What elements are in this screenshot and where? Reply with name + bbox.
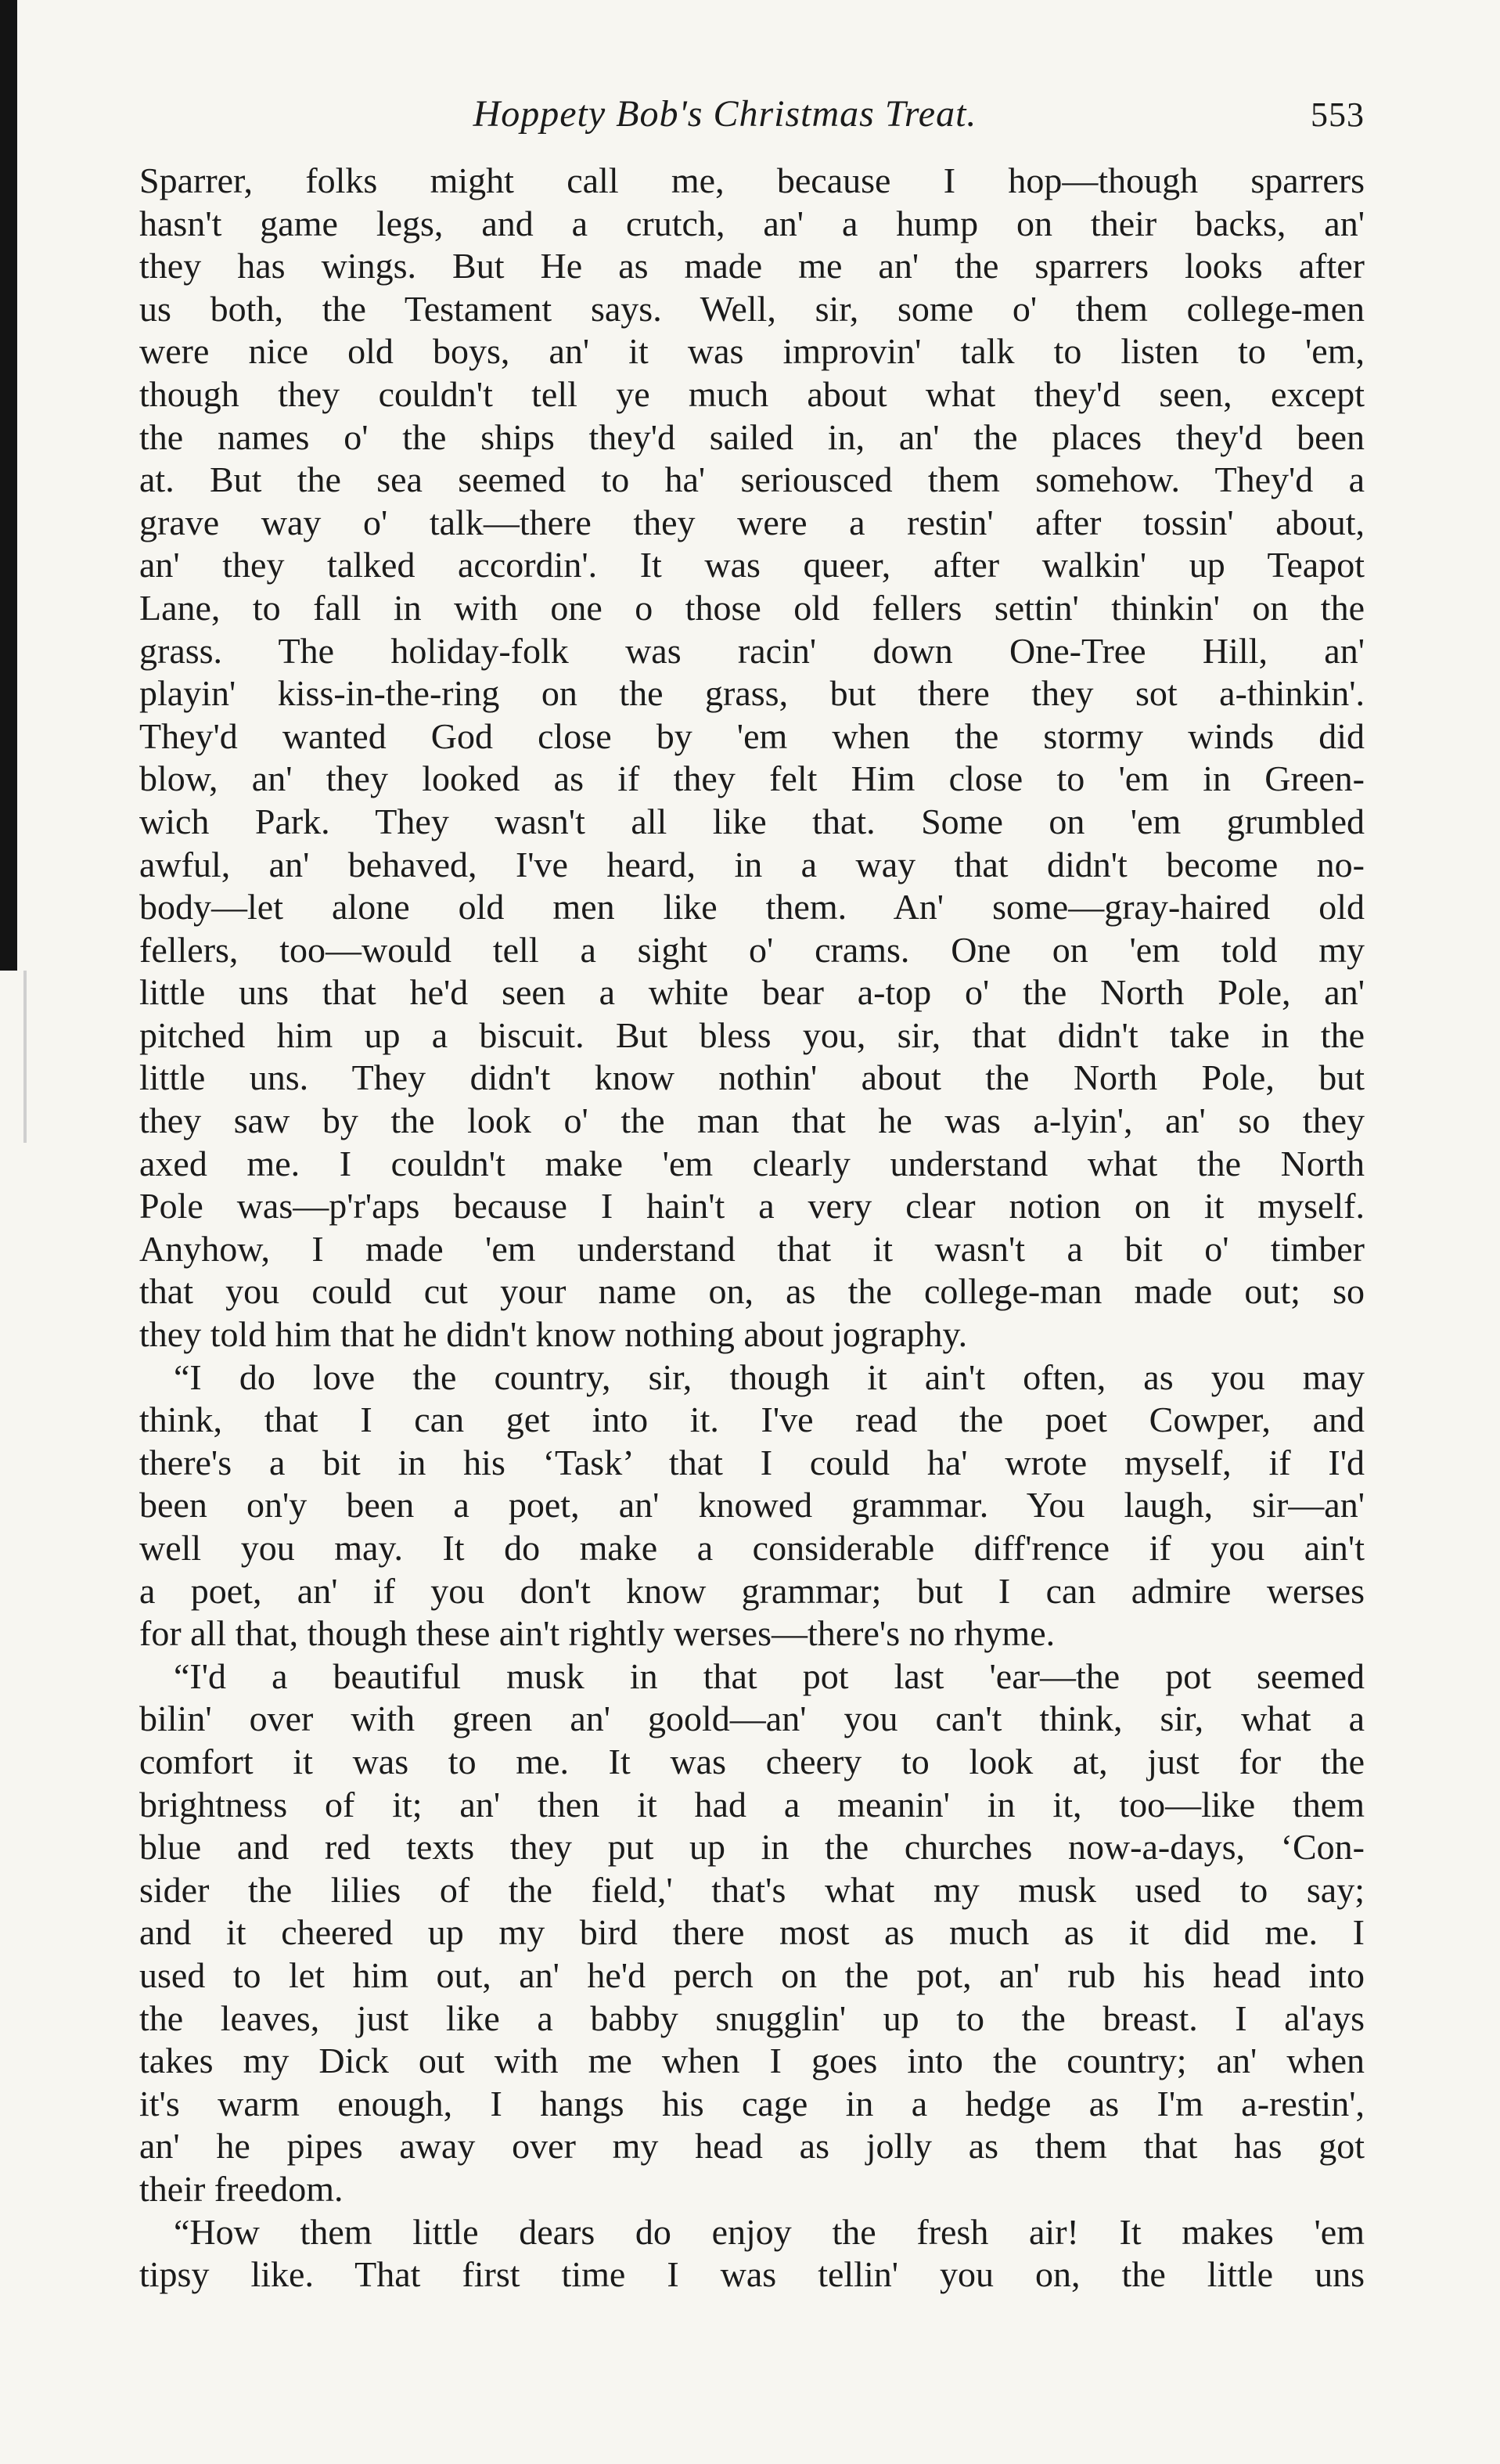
text-line: the names o' the ships they'd sailed in, an' the places they'd been (139, 416, 1365, 457)
binding-edge-mark (0, 0, 17, 971)
text-line: sider the lilies of the field,' that's what my musk used to say; (139, 1869, 1365, 1910)
text-line: They'd wanted God close by 'em when the stormy winds did (139, 715, 1365, 756)
text-line: a poet, an' if you don't know grammar; but I can admire werses (139, 1570, 1365, 1611)
running-head (139, 92, 1365, 149)
text-line: an' they talked accordin'. It was queer, after walkin' up Teapot (139, 545, 1365, 585)
text-line: at. But the sea seemed to ha' seriousced them somehow. They'd a (139, 459, 1365, 500)
text-line: grave way o' talk—there they were a restin' after tossin' about, (139, 502, 1365, 542)
body-text (139, 160, 1365, 2296)
paragraph (139, 2211, 1365, 2296)
text-line: used to let him out, an' he'd perch on the pot, an' rub his head into (139, 1954, 1365, 1995)
text-line: blue and red texts they put up in the churches now-a-days, ‘Con- (139, 1827, 1365, 1868)
text-line: body—let alone old men like them. An' some—gray-haired old (139, 887, 1365, 928)
text-line: tipsy like. That first time I was tellin' you on, the little uns (139, 2254, 1365, 2295)
text-line: brightness of it; an' then it had a meanin' in it, too—like them (139, 1784, 1365, 1825)
text-line: an' he pipes away over my head as jolly as them that has got (139, 2126, 1365, 2167)
text-line: they has wings. But He as made me an' the sparrers looks after (139, 246, 1365, 286)
text-line: their freedom. (139, 2168, 344, 2209)
text-line: little uns that he'd seen a white bear a-top o' the North Pole, an' (139, 972, 1365, 1013)
paragraph (139, 1655, 1365, 2211)
text-line: Lane, to fall in with one o those old fellers settin' thinkin' on the (139, 587, 1365, 628)
text-line: the leaves, just like a babby snugglin' up to the breast. I al'ays (139, 1997, 1365, 2038)
text-line: us both, the Testament says. Well, sir, some o' them college-men (139, 288, 1365, 329)
text-line: Anyhow, I made 'em understand that it wasn't a bit o' timber (139, 1228, 1365, 1269)
text-line: well you may. It do make a considerable diff'rence if you ain't (139, 1528, 1365, 1568)
text-line: bilin' over with green an' goold—an' you can't think, sir, what a (139, 1699, 1365, 1739)
text-line: hasn't game legs, and a crutch, an' a hump on their backs, an' (139, 203, 1365, 243)
text-line: they told him that he didn't know nothing about jography. (139, 1314, 968, 1355)
text-line: and it cheered up my bird there most as much as it did me. I (139, 1912, 1365, 1953)
text-line: think, that I can get into it. I've read the poet Cowper, and (139, 1400, 1365, 1440)
binding-edge-shadow (23, 971, 27, 1143)
text-line: were nice old boys, an' it was improvin' talk to listen to 'em, (139, 331, 1365, 372)
paragraph (139, 1356, 1365, 1655)
text-line: Pole was—p'r'aps because I hain't a very clear notion on it myself. (139, 1186, 1365, 1227)
text-line: it's warm enough, I hangs his cage in a hedge as I'm a-restin', (139, 2083, 1365, 2124)
text-line: grass. The holiday-folk was racin' down One-Tree Hill, an' (139, 630, 1365, 671)
text-line: takes my Dick out with me when I goes into the country; an' when (139, 2041, 1365, 2081)
text-line: fellers, too—would tell a sight o' crams. One on 'em told my (139, 929, 1365, 970)
paragraph (139, 160, 1365, 1356)
text-line: little uns. They didn't know nothin' about the North Pole, but (139, 1057, 1365, 1098)
text-line: “I'd a beautiful musk in that pot last 'ear—the pot seemed (174, 1655, 1365, 1696)
text-line: Sparrer, folks might call me, because I hop—though sparrers (139, 160, 1365, 200)
book-page (139, 92, 1365, 2296)
text-line: “How them little dears do enjoy the fresh air! It makes 'em (174, 2211, 1365, 2252)
text-line: playin' kiss-in-the-ring on the grass, but there they sot a-thinkin'. (139, 673, 1365, 714)
text-line: axed me. I couldn't make 'em clearly understand what the North (139, 1143, 1365, 1183)
text-line: wich Park. They wasn't all like that. Some on 'em grumbled (139, 801, 1365, 841)
text-line: comfort it was to me. It was cheery to look at, just for the (139, 1741, 1365, 1781)
text-line: been on'y been a poet, an' knowed grammar. You laugh, sir—an' (139, 1485, 1365, 1526)
page-number: 553 (1311, 95, 1365, 134)
text-line: “I do love the country, sir, though it ain't often, as you may (174, 1356, 1365, 1397)
text-line: that you could cut your name on, as the college-man made out; so (139, 1271, 1365, 1312)
running-title: Hoppety Bob's Christmas Treat. (473, 93, 977, 135)
text-line: pitched him up a biscuit. But bless you, sir, that didn't take in the (139, 1014, 1365, 1055)
text-line: blow, an' they looked as if they felt Him close to 'em in Green- (139, 758, 1365, 799)
text-line: awful, an' behaved, I've heard, in a way that didn't become no- (139, 844, 1365, 884)
text-line: there's a bit in his ‘Task’ that I could ha' wrote myself, if I'd (139, 1442, 1365, 1482)
text-line: they saw by the look o' the man that he was a-lyin', an' so they (139, 1101, 1365, 1141)
text-line: though they couldn't tell ye much about what they'd seen, except (139, 373, 1365, 414)
text-line: for all that, though these ain't rightly werses—there's no rhyme. (139, 1613, 1056, 1654)
